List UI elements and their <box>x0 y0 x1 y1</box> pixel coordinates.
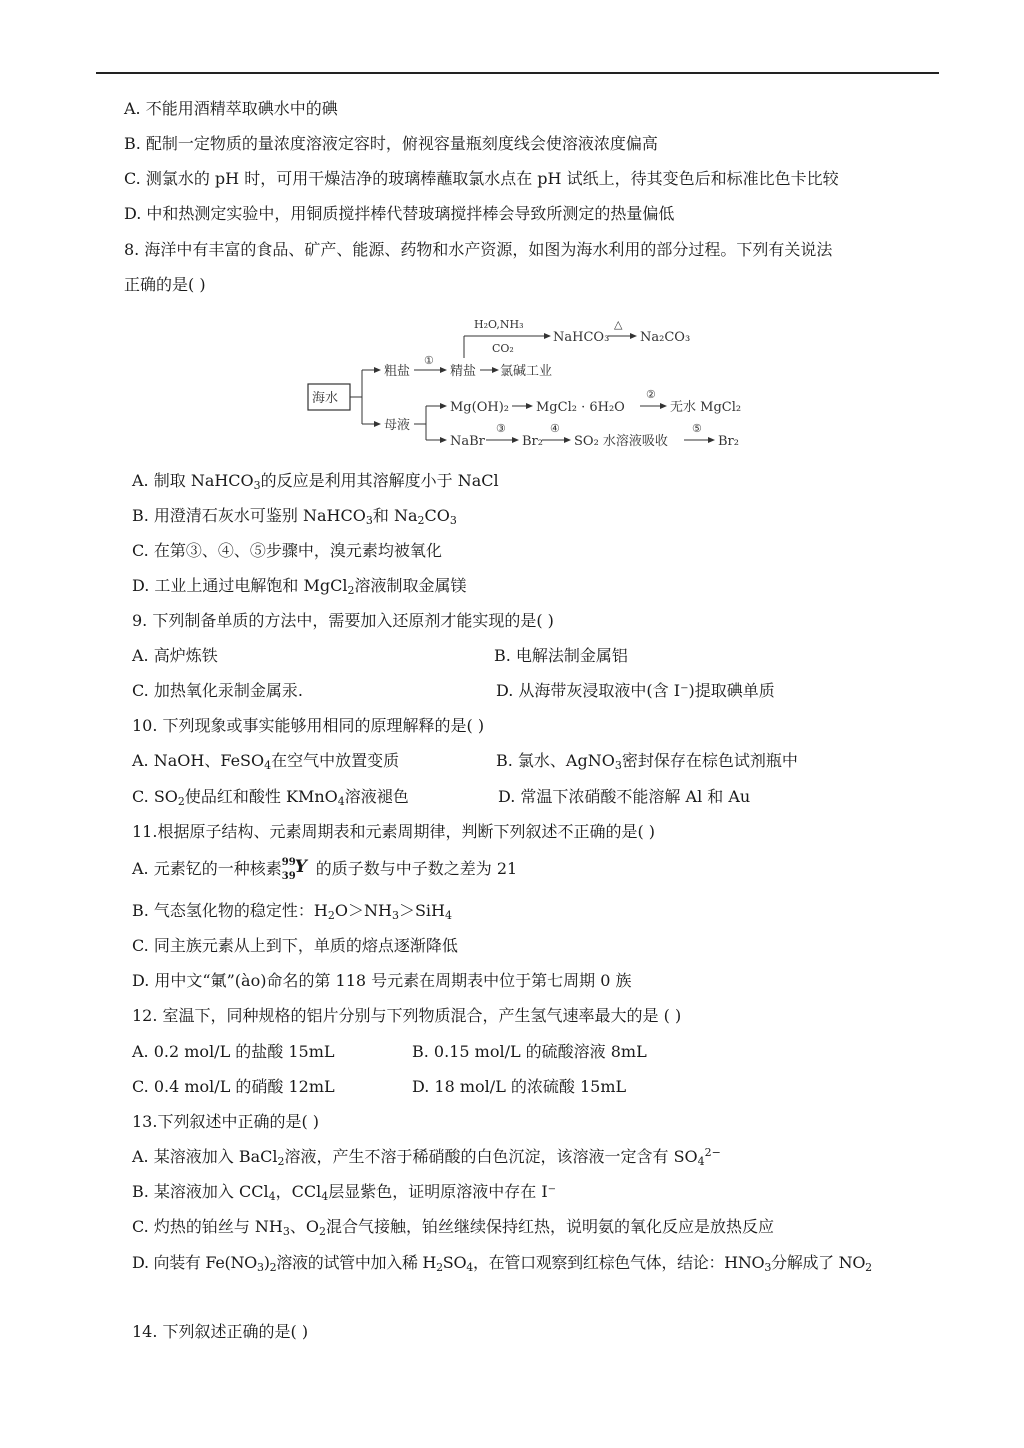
q8-option-d: D. 工业上通过电解饱和 MgCl$_2$溶液制取金属镁 <box>132 576 467 597</box>
q7-option-d: D. 中和热测定实验中，用铜质搅拌棒代替玻璃搅拌棒会导致所测定的热量偏低 <box>124 204 675 223</box>
na2co3-label: Na₂CO₃ <box>640 330 691 345</box>
q7-option-c: C. 测氯水的 pH 时，可用干燥洁净的玻璃棒蘸取氯水点在 pH 试纸上，待其变色后和标准比色卡比较 <box>124 169 839 188</box>
q14-stem: 14. 下列叙述正确的是( ) <box>132 1322 309 1341</box>
q10-option-b: B. 氯水、AgNO$_3$密封保存在棕色试剂瓶中 <box>496 751 798 772</box>
q8-stem-cont: 正确的是( ) <box>124 275 206 294</box>
q10-option-d: D. 常温下浓硝酸不能溶解 Al 和 Au <box>498 787 751 806</box>
chlor-alkali-label: 氯碱工业 <box>500 364 553 379</box>
q9-option-b: B. 电解法制金属铝 <box>494 646 628 665</box>
so2-absorb-label: SO₂ 水溶液吸收 <box>574 434 668 449</box>
q9-option-a: A. 高炉炼铁 <box>132 646 218 665</box>
q8-stem: 8. 海洋中有丰富的食品、矿产、能源、药物和水产资源，如图为海水利用的部分过程。下列有关说法 <box>124 240 833 259</box>
br2-second-label: Br₂ <box>718 434 739 449</box>
q11-option-b: B. 气态氢化物的稳定性：$H_2O>NH_3>SiH_4$ <box>132 901 453 922</box>
seawater-label: 海水 <box>312 391 339 406</box>
q8-option-c: C. 在第③、④、⑤步骤中，溴元素均被氧化 <box>132 541 442 560</box>
q11-stem: 11.根据原子结构、元素周期表和元素周期律，判断下列叙述不正确的是( ) <box>132 822 656 841</box>
q8-option-a: A. 制取 NaHCO$_3$的反应是利用其溶解度小于 NaCl <box>132 471 499 492</box>
heat-symbol: △ <box>614 318 623 331</box>
step4-label: ④ <box>550 422 560 435</box>
q9-option-c: C. 加热氧化汞制金属汞. <box>132 681 303 700</box>
br2-first-label: Br₂ <box>522 434 543 449</box>
crude-salt-label: 粗盐 <box>384 364 411 379</box>
q10-stem: 10. 下列现象或事实能够用相同的原理解释的是( ) <box>132 716 485 735</box>
q13-stem: 13.下列叙述中正确的是( ) <box>132 1112 320 1131</box>
q9-stem: 9. 下列制备单质的方法中，需要加入还原剂才能实现的是( ) <box>132 611 554 630</box>
mgcl2-hydrate-label: MgCl₂ · 6H₂O <box>536 400 625 415</box>
anhydrous-mgcl2-label: 无水 MgCl₂ <box>670 400 742 415</box>
q10-option-a: A. NaOH、FeSO$_4$在空气中放置变质 <box>132 751 400 772</box>
q12-stem: 12. 室温下，同种规格的铝片分别与下列物质混合，产生氢气速率最大的是 ( ) <box>132 1006 682 1025</box>
reagent-co2-label: CO₂ <box>492 342 514 355</box>
q12-option-b: B. 0.15 mol/L 的硫酸溶液 8mL <box>412 1042 647 1061</box>
q8-option-b: B. 用澄清石灰水可鉴别 NaHCO$_3$和 $Na_2CO_3$ <box>132 506 457 527</box>
header-rule <box>96 72 939 74</box>
q12-option-a: A. 0.2 mol/L 的盐酸 15mL <box>132 1042 335 1061</box>
q13-option-c: C. 灼热的铂丝与 $NH_3$、$O_2$混合气接触，铂丝继续保持红热，说明氨的氧化反应是放热反应 <box>132 1217 775 1238</box>
nahco3-label: NaHCO₃ <box>553 330 610 345</box>
q13-option-a: A. 某溶液加入 BaCl$_2$溶液，产生不溶于稀硝酸的白色沉淀，该溶液一定含有 $SO_4^{2-}$ <box>132 1146 721 1168</box>
q11-option-a: A. 元素钇的一种核素 99 39 Y 的质子数与中子数之差为 21 <box>132 857 518 882</box>
q12-option-c: C. 0.4 mol/L 的硝酸 12mL <box>132 1077 335 1096</box>
mother-liquor-label: 母液 <box>384 418 411 433</box>
step3-label: ③ <box>496 422 506 435</box>
seawater-process-diagram <box>300 308 760 456</box>
q13-option-b: B. 某溶液加入 CCl$_4$，CCl$_4$层显紫色，证明原溶液中存在 I⁻ <box>132 1182 557 1203</box>
q10-option-c: C. $SO_2$使品红和酸性 KMnO$_4$溶液褪色 <box>132 787 409 808</box>
q11-option-d: D. 用中文“氭”(ào)命名的第 118 号元素在周期表中位于第七周期 0 族 <box>132 971 632 990</box>
mgoh2-label: Mg(OH)₂ <box>450 400 509 415</box>
q12-option-d: D. 18 mol/L 的浓硫酸 15mL <box>412 1077 627 1096</box>
q7-option-a: A. 不能用酒精萃取碘水中的碘 <box>124 99 338 118</box>
step1-label: ① <box>424 354 434 367</box>
step2-label: ② <box>646 388 656 401</box>
q9-option-d: D. 从海带灰浸取液中(含 I⁻)提取碘单质 <box>496 681 775 700</box>
q11-option-c: C. 同主族元素从上到下，单质的熔点逐渐降低 <box>132 936 458 955</box>
q13-option-d: D. 向装有 $Fe(NO_3)_2$溶液的试管中加入稀 $H_2SO_4$，在管口观察到红棕色气体，结论：$HNO_3$分解成了 $NO_2$ <box>132 1253 872 1274</box>
nuclide-symbol: 99 39 Y <box>281 857 307 882</box>
fine-salt-label: 精盐 <box>450 364 477 379</box>
reagents-top-label: H₂O,NH₃ <box>474 318 524 331</box>
step5-label: ⑤ <box>692 422 702 435</box>
nabr-label: NaBr <box>450 434 485 449</box>
q7-option-b: B. 配制一定物质的量浓度溶液定容时，俯视容量瓶刻度线会使溶液浓度偏高 <box>124 134 658 153</box>
